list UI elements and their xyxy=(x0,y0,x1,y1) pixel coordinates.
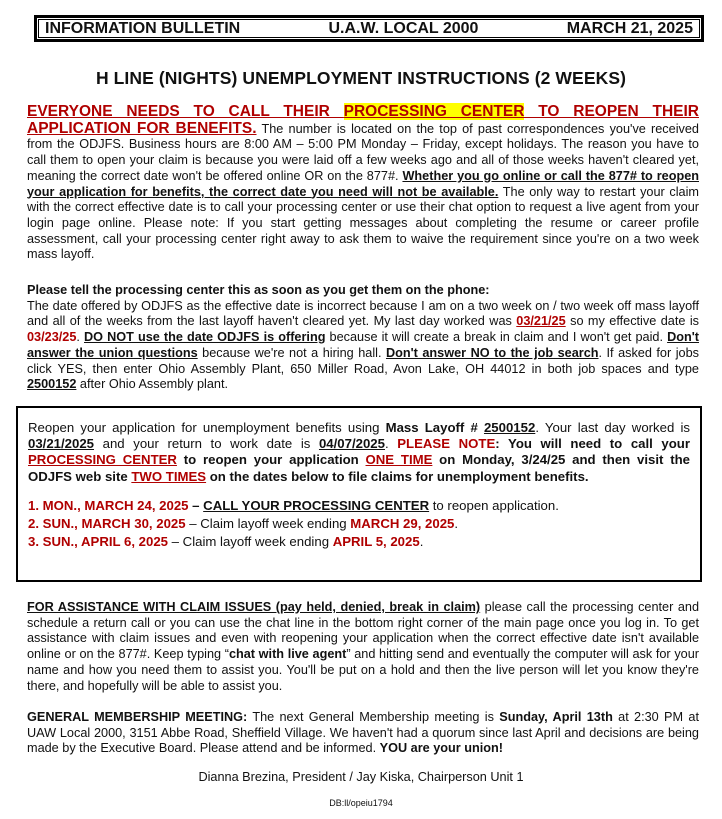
last-day-date: 03/21/25 xyxy=(516,314,566,329)
step-item: 1. MON., MARCH 24, 2025 – CALL YOUR PROCESSING CENTER to reopen application. xyxy=(28,497,559,513)
intro-warning: Whether you go online or call the 877# to reopen your application for benefits, the correct date you need will not be available. xyxy=(27,168,699,199)
effective-date: 03/23/25 xyxy=(27,330,77,345)
intro-lead: EVERYONE NEEDS TO CALL THEIR PROCESSING CENTER TO REOPEN THEIR APPLICATION FOR BENEFITS. xyxy=(27,103,699,137)
meeting-heading: GENERAL MEMBERSHIP MEETING: xyxy=(27,710,248,724)
intro-paragraph: EVERYONE NEEDS TO CALL THEIR PROCESSING CENTER TO REOPEN THEIR APPLICATION FOR BENEFITS. The number is located on the top of past correspondences you've received from the ODJFS. Business hours are 8:00 AM – 5:00 PM Monday – Friday, except holidays. The reason you have to call them to open your claim is because you were laid off a few weeks ago and all of those weeks haven't cleared yet, meaning the correct date won't be offered online OR on the 877#. Whether you go online or call the 877# to reopen your application for benefits, the correct date you need will not be available. The only way to restart your claim with the correct effective date is to call your processing center or use their chat option to request a live agent from your login page online. Please note: If you start getting messages about completing the resume or career profile assessment, call your processing center right away to ask them to waive the requirement since you're on a two week mass layoff. xyxy=(27,103,699,262)
bulletin-header xyxy=(34,15,704,42)
layoff-code: 2500152 xyxy=(27,377,77,392)
instructions-box xyxy=(16,406,702,582)
step-item: 3. SUN., APRIL 6, 2025 – Claim layoff week ending APRIL 5, 2025. xyxy=(28,533,424,549)
assistance-heading: FOR ASSISTANCE WITH CLAIM ISSUES (pay held, denied, break in claim) xyxy=(27,600,481,614)
header-center: U.A.W. LOCAL 2000 xyxy=(328,19,479,37)
header-right: MARCH 21, 2025 xyxy=(566,19,693,37)
meeting-paragraph: GENERAL MEMBERSHIP MEETING: The next General Membership meeting is Sunday, April 13th at 2:30 PM at UAW Local 2000, 3151 Abbe Road, Sheffield Village. We haven't had a quorum since last April and decisions are being made by the Executive Board. Please attend and be informed. YOU are your union! xyxy=(27,710,699,756)
header-left: INFORMATION BULLETIN xyxy=(45,19,241,37)
phone-script: The date offered by ODJFS as the effective date is incorrect because I am on a two week on / two week off mass layoff and all of the weeks from the last layoff haven't cleared yet. My last day worked was 03/21/25 so my effective date is 03/23/25. DO NOT use the date ODJFS is offering because it will create a break in claim and I won't get paid. Don't answer the union questions because we're not a hiring hall. Don't answer NO to the job search. If asked for jobs click YES, then enter Ohio Assembly Plant, 650 Miller Road, Avon Lake, OH 44012 in both job spaces and type 2500152 after Ohio Assembly plant. xyxy=(27,298,699,392)
steps-list xyxy=(28,497,690,551)
please-note: PLEASE NOTE xyxy=(397,436,496,452)
box-paragraph: Reopen your application for unemployment benefits using Mass Layoff # 2500152. Your last day worked is 03/21/2025 and your return to work date is 04/07/2025. PLEASE NOTE: You will need to call your PROCESSING CENTER to reopen your application ONE TIME on Monday, 3/24/25 and then visit the ODJFS web site TWO TIMES on the dates below to file claims for unemployment benefits. xyxy=(28,420,690,484)
phone-section xyxy=(27,283,699,393)
signature: Dianna Brezina, President / Jay Kiska, Chairperson Unit 1 xyxy=(198,770,524,784)
phone-heading: Please tell the processing center this as soon as you get them on the phone: xyxy=(27,283,490,297)
page-title: H LINE (NIGHTS) UNEMPLOYMENT INSTRUCTIONS (2 WEEKS) xyxy=(95,68,627,88)
mass-layoff-number: 2500152 xyxy=(483,420,536,435)
step-item: 2. SUN., MARCH 30, 2025 – Claim layoff week ending MARCH 29, 2025. xyxy=(28,515,459,531)
footer-code: DB:ll/opeiu1794 xyxy=(329,798,393,808)
processing-center-highlight: PROCESSING CENTER xyxy=(343,103,525,120)
assistance-paragraph: FOR ASSISTANCE WITH CLAIM ISSUES (pay held, denied, break in claim) please call the processing center and schedule a return call or you can use the chat line in the bottom right corner of the main page once you log in. To get assistance with claim issues and even with reopening your application when the correct effective date isn't available online or on the 877#. Keep typing “chat with live agent” and hitting send and eventually the computer will ask for your name and how you need them to assist you. You'll be put on a hold and then the live person will let you know they're there, and hopefully will be able to assist you. xyxy=(27,600,699,693)
